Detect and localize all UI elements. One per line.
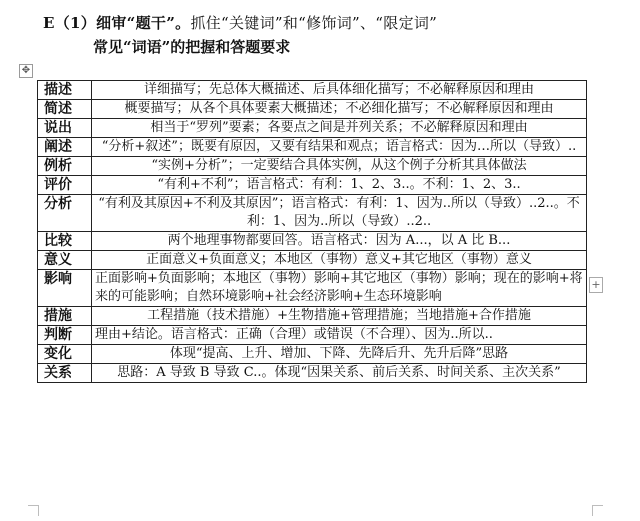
term-cell: 阐述 bbox=[38, 138, 92, 157]
desc-cell: 思路：A 导致 B 导致 C..。体现“因果关系、前后关系、时间关系、主次关系” bbox=[92, 364, 587, 383]
desc-cell: 工程措施（技术措施）+生物措施+管理措施；当地措施+合作措施 bbox=[92, 307, 587, 326]
desc-cell: 两个地理事物都要回答。语言格式：因为 A...，以 A 比 B... bbox=[92, 232, 587, 251]
term-cell: 关系 bbox=[38, 364, 92, 383]
desc-cell: 正面意义+负面意义；本地区（事物）意义+其它地区（事物）意义 bbox=[92, 251, 587, 270]
add-row-icon[interactable]: + bbox=[589, 277, 603, 293]
term-cell: 说出 bbox=[38, 119, 92, 138]
section-subtitle: 常见“词语”的把握和答题要求 bbox=[93, 38, 291, 56]
term-cell: 简述 bbox=[38, 100, 92, 119]
table-row bbox=[38, 138, 587, 157]
term-cell: 比较 bbox=[38, 232, 92, 251]
term-cell: 评价 bbox=[38, 176, 92, 195]
page-corner-mark bbox=[28, 505, 39, 516]
table-row bbox=[38, 119, 587, 138]
desc-cell: 详细描写；先总体大概描述、后具体细化描写；不必解释原因和理由 bbox=[92, 81, 587, 100]
desc-cell: 概要描写；从各个具体要素大概描述；不必细化描写；不必解释原因和理由 bbox=[92, 100, 587, 119]
table-row bbox=[38, 81, 587, 100]
table-row bbox=[38, 176, 587, 195]
term-cell: 措施 bbox=[38, 307, 92, 326]
table-row bbox=[38, 232, 587, 251]
desc-cell: “实例+分析”；一定要结合具体实例，从这个例子分析其具体做法 bbox=[92, 157, 587, 176]
table-row bbox=[38, 307, 587, 326]
section-heading bbox=[43, 12, 437, 33]
term-cell: 分析 bbox=[38, 195, 92, 232]
terms-table bbox=[37, 80, 587, 383]
section-heading-suffix: 抓住“关键词”和“修饰词”、“限定词” bbox=[190, 14, 438, 32]
term-cell: 描述 bbox=[38, 81, 92, 100]
table-row bbox=[38, 345, 587, 364]
table-row bbox=[38, 326, 587, 345]
term-cell: 影响 bbox=[38, 270, 92, 307]
section-heading-prefix: E（1）细审“题干”。 bbox=[43, 14, 191, 32]
table-row bbox=[38, 270, 587, 307]
term-cell: 判断 bbox=[38, 326, 92, 345]
term-cell: 例析 bbox=[38, 157, 92, 176]
page-corner-mark bbox=[592, 505, 603, 516]
table-row bbox=[38, 100, 587, 119]
term-cell: 意义 bbox=[38, 251, 92, 270]
desc-cell: “分析+叙述”；既要有原因，又要有结果和观点；语言格式：因为…所以（导致）.. bbox=[92, 138, 587, 157]
desc-cell: 理由+结论。语言格式：正确（合理）或错误（不合理）、因为..所以.. bbox=[92, 326, 587, 345]
desc-cell: 体现“提高、上升、增加、下降、先降后升、先升后降”思路 bbox=[92, 345, 587, 364]
term-cell: 变化 bbox=[38, 345, 92, 364]
desc-cell: “有利及其原因+不利及其原因”；语言格式：有利：1、因为..所以（导致）..2..。不利：1、因为..所以（导致）..2.. bbox=[92, 195, 587, 232]
table-row bbox=[38, 364, 587, 383]
table-move-handle-icon[interactable]: ✥ bbox=[19, 64, 33, 78]
desc-cell: “有利+不利”；语言格式：有利：1、2、3..。不利：1、2、3.. bbox=[92, 176, 587, 195]
desc-cell: 正面影响+负面影响；本地区（事物）影响+其它地区（事物）影响；现在的影响+将来的可能影响；自然环境影响+社会经济影响+生态环境影响 bbox=[92, 270, 587, 307]
desc-cell: 相当于“罗列”要素；各要点之间是并列关系；不必解释原因和理由 bbox=[92, 119, 587, 138]
table-row bbox=[38, 157, 587, 176]
table-row bbox=[38, 195, 587, 232]
table-row bbox=[38, 251, 587, 270]
